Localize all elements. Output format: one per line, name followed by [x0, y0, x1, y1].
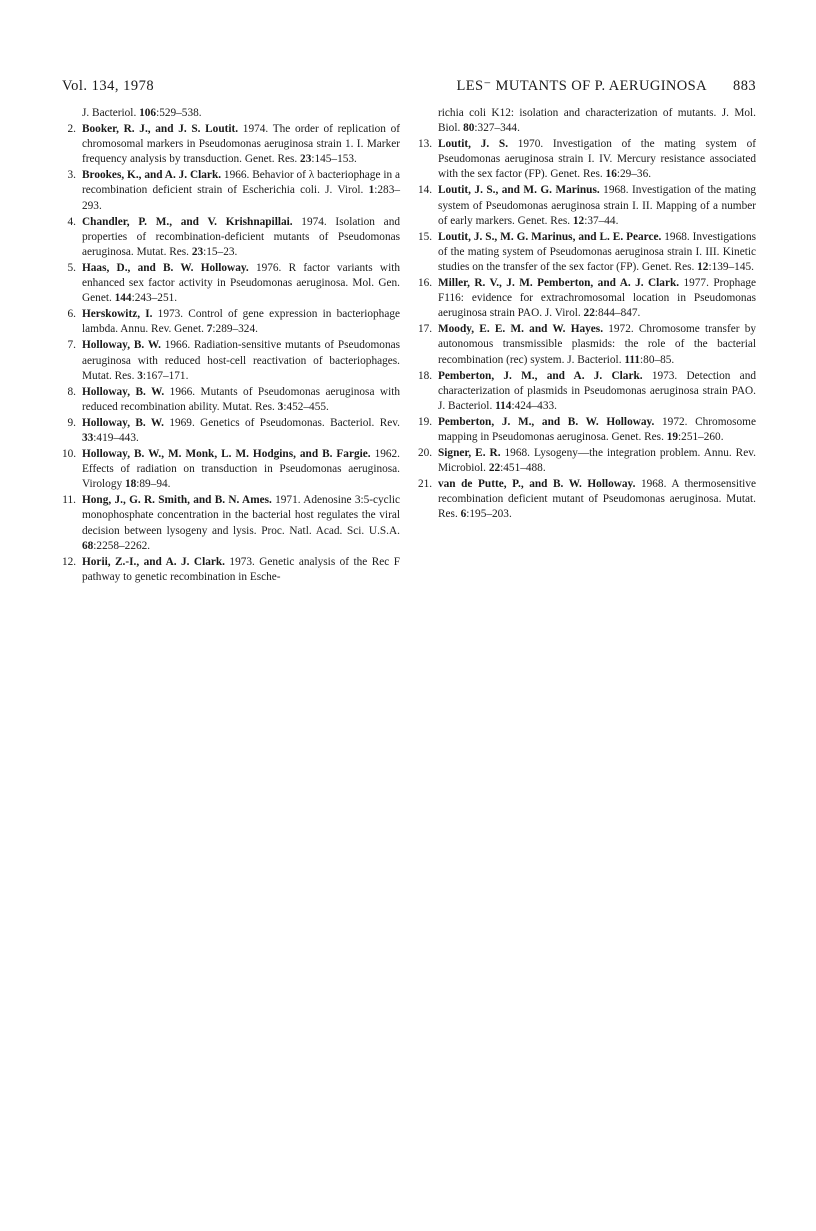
reference-volume: 111	[624, 353, 641, 366]
reference-text: 1962. Effects of radiation on transduction in Pseudomonas aeruginosa. Virology	[82, 448, 400, 491]
reference-entry	[418, 446, 756, 476]
reference-entry	[62, 215, 400, 260]
reference-volume: 12	[572, 214, 585, 227]
reference-authors: Brookes, K., and A. J. Clark.	[82, 169, 222, 182]
reference-pages: :424–433.	[511, 399, 557, 412]
reference-volume: 3	[277, 400, 284, 413]
reference-authors: Pemberton, J. M., and A. J. Clark.	[438, 369, 643, 382]
reference-authors: Holloway, B. W.	[82, 416, 164, 429]
reference-authors: Booker, R. J., and J. S. Loutit.	[82, 123, 239, 136]
reference-authors: Holloway, B. W.	[82, 339, 161, 352]
reference-authors: Signer, E. R.	[438, 447, 501, 460]
reference-entry	[418, 230, 756, 275]
reference-text: 1968. A thermosensitive recombination deficient mutant of Pseudomonas aeruginosa. Mutat. Res.	[438, 478, 756, 521]
reference-volume: 80	[463, 122, 475, 135]
reference-volume: 1	[368, 184, 375, 197]
reference-volume: 7	[206, 323, 213, 336]
reference-entry	[62, 168, 400, 213]
reference-volume: 33	[82, 431, 94, 444]
reference-number: 13.	[418, 138, 433, 151]
reference-number: 7.	[67, 339, 76, 352]
reference-number: 20.	[418, 447, 433, 460]
reference-pages: :195–203.	[466, 508, 512, 521]
reference-number: 8.	[67, 385, 76, 398]
reference-number: 12.	[62, 555, 77, 568]
reference-number: 3.	[67, 169, 76, 182]
reference-authors: Moody, E. E. M. and W. Hayes.	[438, 323, 604, 336]
reference-entry	[62, 106, 400, 121]
reference-volume: 22	[488, 462, 501, 475]
reference-text: 1970. Investigation of the mating system of Pseudomonas aeruginosa strain I. IV. Mercury resistance associated with the sex factor (FP). Genet. Res.	[438, 138, 756, 181]
reference-entry	[62, 555, 400, 585]
reference-entry	[418, 477, 756, 522]
running-header	[62, 78, 756, 100]
reference-number: 4.	[67, 215, 76, 228]
reference-number: 10.	[62, 448, 77, 461]
reference-volume: 3	[137, 369, 143, 382]
reference-volume: 18	[124, 478, 137, 491]
reference-volume: 12	[697, 260, 709, 273]
reference-pages: :37–44.	[584, 214, 619, 227]
reference-volume: 144	[114, 292, 132, 305]
reference-authors: Horii, Z.-I., and A. J. Clark.	[82, 555, 225, 568]
reference-text: J. Bacteriol.	[82, 107, 140, 119]
reference-entry	[418, 183, 756, 228]
reference-pages: :167–171.	[142, 369, 189, 382]
reference-entry	[418, 106, 756, 136]
reference-authors: Holloway, B. W., M. Monk, L. M. Hodgins, and B. Fargie.	[82, 448, 371, 461]
reference-entry	[62, 493, 400, 553]
reference-number: 16.	[418, 277, 433, 290]
reference-entry	[62, 122, 400, 167]
reference-number: 2.	[67, 123, 76, 136]
reference-pages: :289–324.	[212, 323, 258, 336]
page-number: 883	[733, 78, 756, 94]
reference-entry	[418, 137, 756, 182]
reference-authors: Miller, R. V., J. M. Pemberton, and A. J. Clark.	[438, 277, 680, 290]
reference-authors: Haas, D., and B. W. Holloway.	[82, 261, 249, 274]
reference-number: 11.	[62, 494, 76, 507]
reference-pages: :80–85.	[640, 353, 675, 366]
reference-authors: Loutit, J. S., and M. G. Marinus.	[438, 184, 600, 197]
reference-number: 18.	[418, 369, 433, 382]
reference-pages: :283–293.	[82, 184, 400, 212]
reference-pages: :452–455.	[283, 400, 329, 413]
reference-number: 21.	[418, 478, 433, 491]
reference-volume: 19	[666, 430, 679, 443]
reference-entry	[62, 447, 400, 492]
reference-pages: :243–251.	[131, 292, 178, 305]
journal-volume: Vol. 134, 1978	[62, 78, 155, 94]
reference-number: 15.	[418, 230, 433, 243]
reference-text: 1969. Genetics of Pseudomonas. Bacteriol. Rev.	[163, 416, 400, 429]
reference-pages: :251–260.	[678, 430, 724, 443]
reference-entry	[62, 385, 400, 415]
reference-number: 6.	[67, 308, 76, 321]
reference-pages: :29–36.	[616, 168, 652, 181]
reference-number: 14.	[418, 184, 433, 197]
reference-text: 1968. Investigation of the mating system of Pseudomonas aeruginosa strain I. II. Mapping of a number of early markers. Genet. Res.	[438, 184, 757, 227]
reference-number: 19.	[418, 415, 433, 428]
reference-pages: :419–443.	[93, 431, 139, 444]
reference-text: 1973. Detection and characterization of plasmids in Pseudomonas aeruginosa strain PAO. J. Bacteriol.	[438, 369, 756, 412]
reference-text: 1968. Lysogeny—the integration problem. Annu. Rev. Microbiol.	[438, 447, 756, 475]
reference-pages: :844–847.	[594, 307, 641, 320]
reference-authors: Holloway, B. W.	[82, 385, 165, 398]
reference-pages: :15–23.	[203, 245, 238, 258]
reference-volume: 68	[82, 539, 94, 552]
reference-entry	[418, 276, 756, 321]
reference-entry	[62, 261, 400, 306]
reference-text: 1971. Adenosine 3:5-cyclic monophosphate concentration in the bacterial host regulates the viral decision between lysogeny and lysis. Proc. Natl. Acad. Sci. U.S.A.	[82, 494, 400, 537]
reference-text: 1974. Isolation and properties of recombination-deficient mutants of Pseudomonas aeruginosa. Mutat. Res.	[82, 215, 400, 258]
reference-pages: :327–344.	[474, 122, 520, 135]
reference-pages: :145–153.	[311, 153, 357, 166]
reference-volume: 23	[300, 153, 312, 166]
reference-volume: 23	[191, 245, 204, 258]
reference-pages: :139–145.	[708, 260, 754, 273]
reference-volume: 22	[583, 307, 595, 320]
reference-entry	[62, 338, 400, 383]
reference-authors: Loutit, J. S., M. G. Marinus, and L. E. Pearce.	[438, 230, 662, 243]
reference-pages: :529–538.	[156, 107, 202, 119]
reference-text: 1966. Radiation-sensitive mutants of Pseudomonas aeruginosa with reduced host-cell reactivation of bacteriophages. Mutat. Res.	[82, 339, 401, 382]
reference-text: 1973. Genetic analysis of the Rec F pathway to genetic recombination in Esche-	[82, 555, 400, 583]
reference-number: 9.	[67, 416, 76, 429]
reference-text: 1972. Chromosome transfer by autonomous transmissible plasmids: the role of the bacterial recombination (rec) system. J. Bacteriol.	[438, 323, 756, 366]
reference-volume: 16	[605, 168, 617, 181]
reference-authors: Loutit, J. S.	[438, 138, 509, 151]
reference-text: 1966. Mutants of Pseudomonas aeruginosa with reduced recombination ability. Mutat. Res.	[82, 385, 401, 413]
reference-authors: Herskowitz, I.	[82, 308, 153, 321]
reference-volume: 6	[460, 508, 467, 521]
reference-text: 1966. Behavior of λ bacteriophage in a recombination deficient strain of Escherichia coli. J. Virol.	[82, 169, 401, 197]
reference-text: 1968. Investigations of the mating system of Pseudomonas aeruginosa strain I. III. Kinetic studies on the transfer of the sex factor (FP). Genet. Res.	[438, 230, 757, 273]
reference-text: 1974. The order of replication of chromosomal markers in Pseudomonas aeruginosa strain 1. I. Marker frequency analysis by transduction. Genet. Res.	[82, 123, 400, 166]
reference-text: 1977. Prophage F116: evidence for extrachromosomal location in Pseudomonas aeruginosa strain PAO. J. Virol.	[438, 277, 756, 320]
reference-authors: van de Putte, P., and B. W. Holloway.	[438, 478, 636, 491]
reference-entry	[418, 322, 756, 367]
reference-text: 1972. Chromosome mapping in Pseudomonas aeruginosa. Genet. Res.	[438, 415, 756, 443]
reference-pages: :89–94.	[136, 478, 171, 491]
running-title-group	[456, 78, 756, 95]
reference-number: 5.	[67, 261, 76, 274]
reference-entry	[62, 416, 400, 446]
reference-authors: Hong, J., G. R. Smith, and B. N. Ames.	[82, 494, 272, 507]
reference-volume: 106	[139, 107, 157, 119]
reference-volume: 114	[495, 399, 512, 412]
reference-entry	[62, 307, 400, 337]
reference-text: 1976. R factor variants with enhanced sex factor activity in Pseudomonas aeruginosa. Mol. Gen. Genet.	[82, 261, 400, 305]
reference-entry	[418, 415, 756, 445]
reference-column-right	[418, 106, 756, 524]
reference-column-left	[62, 106, 400, 586]
reference-pages: :451–488.	[500, 462, 546, 475]
reference-text: richia coli K12: isolation and characterization of mutants. J. Mol. Biol.	[438, 107, 756, 135]
running-title: LES⁻ MUTANTS OF P. AERUGINOSA	[456, 78, 708, 94]
reference-text: 1973. Control of gene expression in bacteriophage lambda. Annu. Rev. Genet.	[82, 308, 400, 336]
reference-entry	[418, 369, 756, 414]
reference-authors: Chandler, P. M., and V. Krishnapillai.	[82, 215, 293, 228]
reference-number: 17.	[418, 323, 433, 336]
reference-authors: Pemberton, J. M., and B. W. Holloway.	[438, 415, 655, 428]
reference-pages: :2258–2262.	[93, 539, 151, 552]
